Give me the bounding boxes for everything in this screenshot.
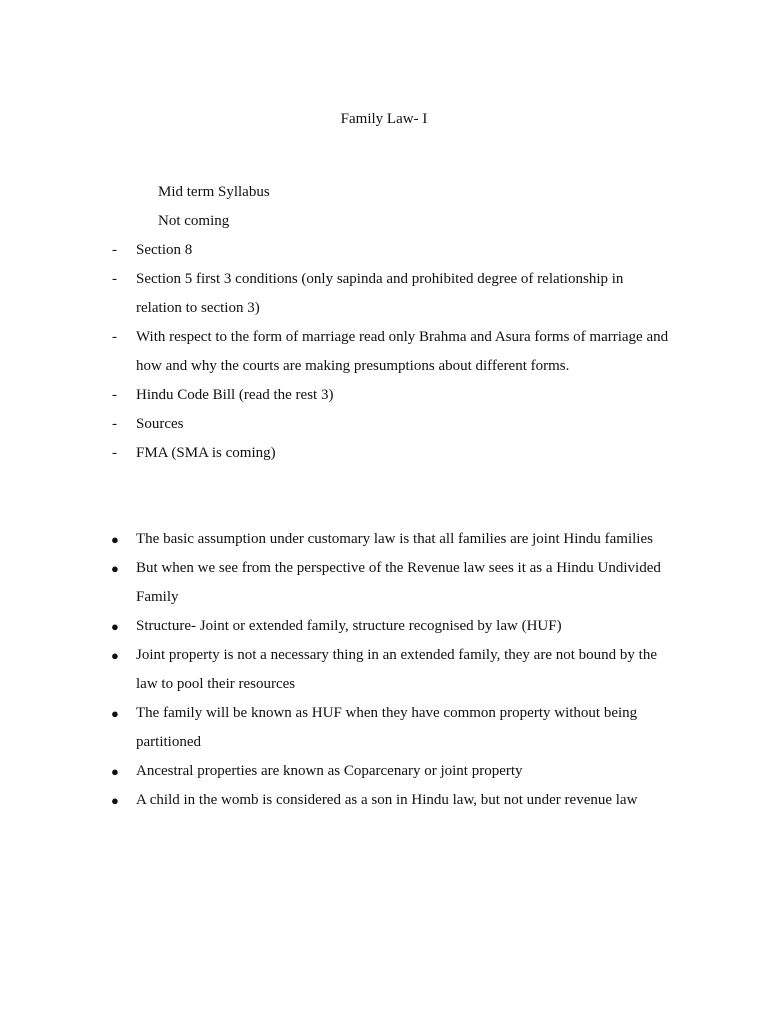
list-item: [0, 236, 768, 265]
list-item-text: The family will be known as HUF when they have common property without being partitioned: [136, 705, 638, 750]
bullet-marker: ●: [111, 532, 119, 547]
bullet-marker: ●: [111, 561, 119, 576]
dash-marker: -: [112, 271, 117, 287]
list-item: [0, 612, 768, 641]
list-item-text: FMA (SMA is coming): [136, 445, 276, 461]
list-item-text: But when we see from the perspective of the Revenue law sees it as a Hindu Undivided Family: [136, 560, 661, 605]
list-item: [0, 323, 768, 381]
list-item: [0, 554, 768, 612]
bullet-list: [0, 525, 768, 815]
intro-line-mid-term: Mid term Syllabus: [158, 184, 270, 200]
list-item: [0, 757, 768, 786]
dash-marker: -: [112, 387, 117, 403]
intro-line-not-coming: Not coming: [158, 213, 230, 229]
bullet-marker: ●: [111, 706, 119, 721]
list-item-text: Joint property is not a necessary thing in an extended family, they are not bound by the law to pool their resources: [136, 647, 657, 692]
list-item: [0, 410, 768, 439]
list-item-text: Section 5 first 3 conditions (only sapinda and prohibited degree of relationship in relation to section 3): [136, 271, 624, 316]
bullet-marker: ●: [111, 793, 119, 808]
document-title: Family Law- I: [340, 111, 428, 127]
list-item-text: With respect to the form of marriage read only Brahma and Asura forms of marriage and how and why the courts are making presumptions about different forms.: [136, 329, 669, 374]
dash-marker: -: [112, 445, 117, 461]
bullet-marker: ●: [111, 619, 119, 634]
list-item: [0, 641, 768, 699]
list-item: [0, 439, 768, 468]
list-item: [0, 525, 768, 554]
list-item-text: Section 8: [136, 242, 193, 258]
list-item-text: A child in the womb is considered as a son in Hindu law, but not under revenue law: [136, 792, 638, 808]
list-item-text: Ancestral properties are known as Coparcenary or joint property: [136, 763, 523, 779]
list-item-text: Sources: [136, 416, 184, 432]
list-item: [0, 381, 768, 410]
list-item-text: Structure- Joint or extended family, structure recognised by law (HUF): [136, 618, 562, 634]
list-item: [0, 786, 768, 815]
dash-marker: -: [112, 416, 117, 432]
dash-marker: -: [112, 242, 117, 258]
dash-marker: -: [112, 329, 117, 345]
list-item-text: Hindu Code Bill (read the rest 3): [136, 387, 334, 403]
list-item: [0, 265, 768, 323]
dash-list: [0, 236, 768, 468]
bullet-marker: ●: [111, 648, 119, 663]
list-item: [0, 699, 768, 757]
list-item-text: The basic assumption under customary law is that all families are joint Hindu families: [136, 531, 653, 547]
bullet-marker: ●: [111, 764, 119, 779]
